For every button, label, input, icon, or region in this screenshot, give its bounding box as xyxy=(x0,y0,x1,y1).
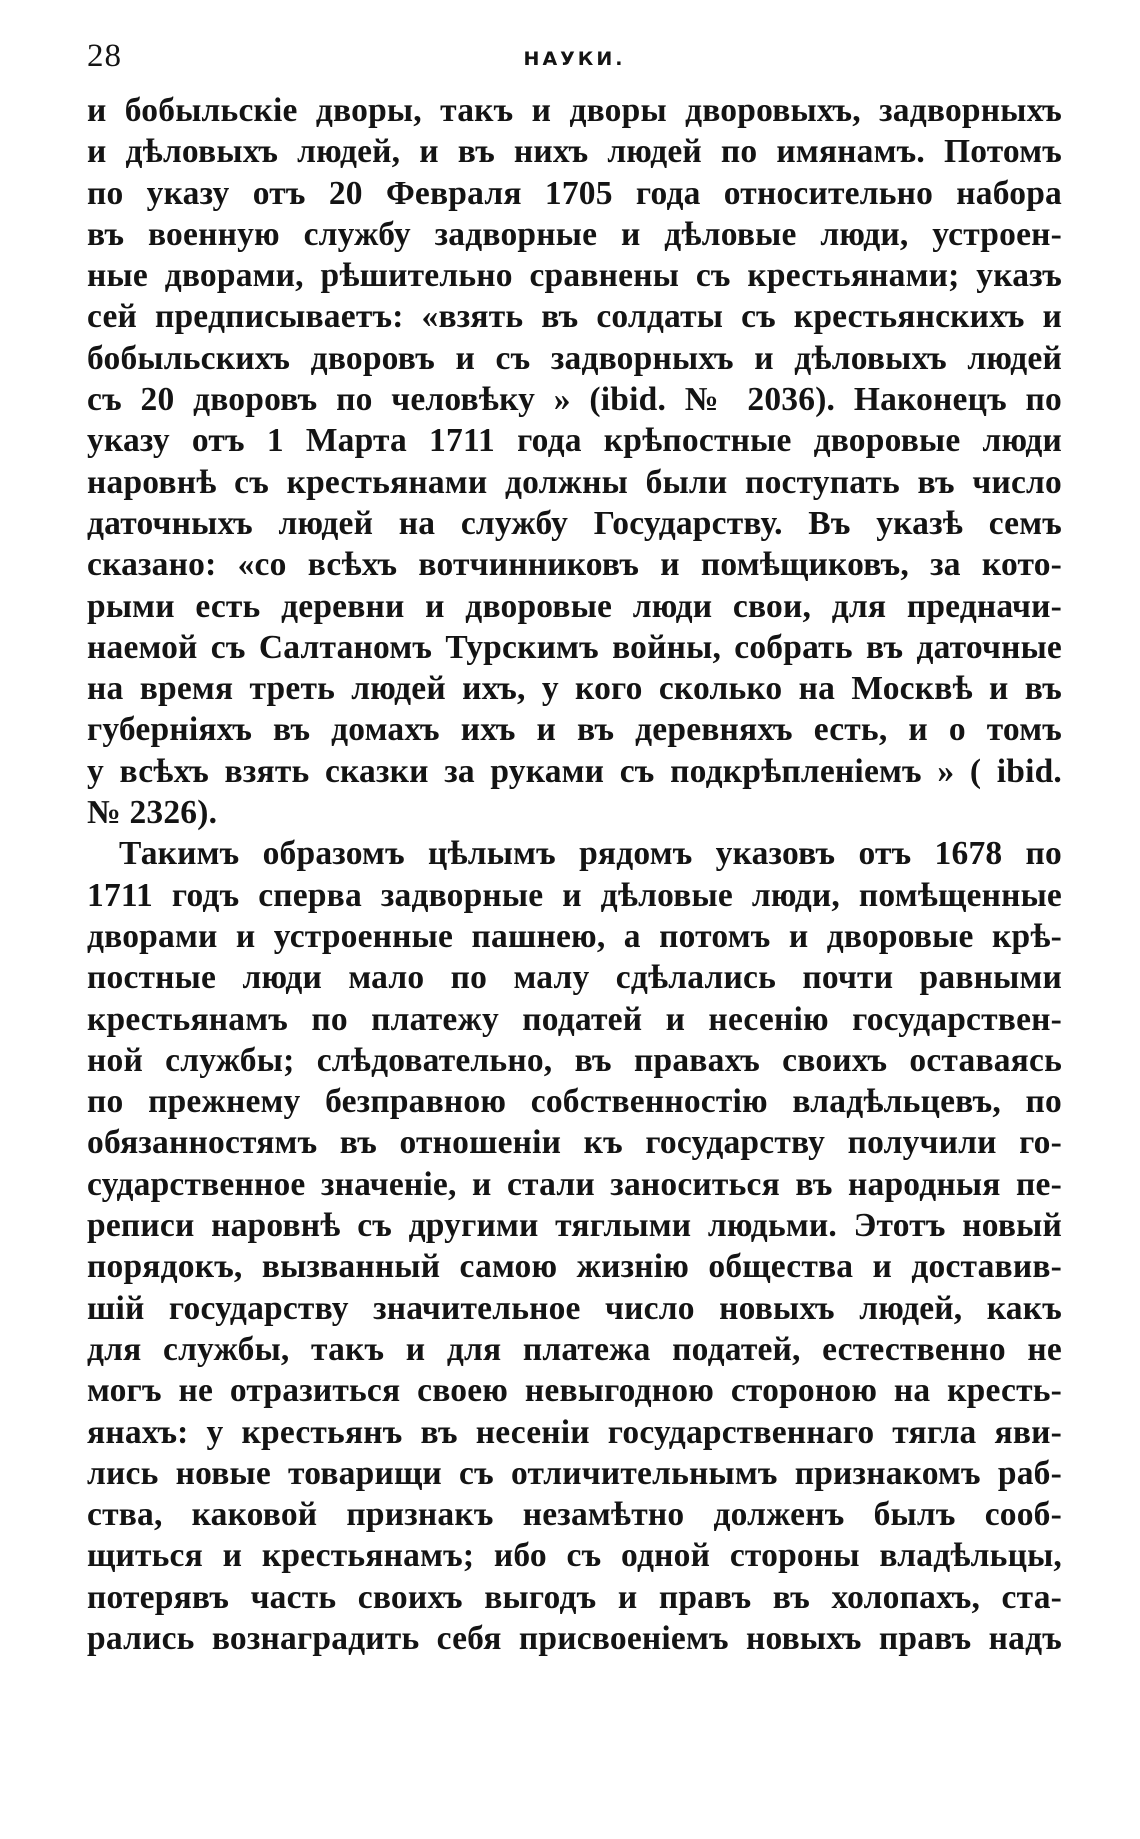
text-line: ные дворами, рѣшительно сравнены съ крестьянами; указъ xyxy=(87,257,1062,295)
text-line: янахъ: у крестьянъ въ несеніи государственнаго тягла яви- xyxy=(87,1413,1062,1451)
text-line: сей предписываетъ: «взять въ солдаты съ крестьянскихъ и xyxy=(87,298,1062,336)
body-text xyxy=(87,90,1062,1659)
text-line: обязанностямъ въ отношеніи къ государству получили го- xyxy=(87,1124,1062,1162)
text-line: бобыльскихъ дворовъ и съ задворныхъ и дѣловыхъ людей xyxy=(87,339,1062,377)
book-page xyxy=(87,38,1062,1659)
text-line: наемой съ Салтаномъ Турскимъ войны, собрать въ даточные xyxy=(87,628,1062,666)
text-line: по указу отъ 20 Февраля 1705 года относительно набора xyxy=(87,174,1062,212)
text-line: для службы, такъ и для платежа податей, естественно не xyxy=(87,1330,1062,1368)
text-line: крестьянамъ по платежу податей и несенію государствен- xyxy=(87,1000,1062,1038)
text-line: могъ не отразиться своею невыгодною стороною на кресть- xyxy=(87,1372,1062,1410)
text-line: реписи наровнѣ съ другими тяглыми людьми. Этотъ новый xyxy=(87,1207,1062,1245)
text-line: лись новые товарищи съ отличительнымъ признакомъ раб- xyxy=(87,1454,1062,1492)
text-line: рыми есть деревни и дворовые люди свои, для предначи- xyxy=(87,587,1062,625)
section-title: НАУКИ. xyxy=(523,48,626,70)
text-line: шій государству значительное число новыхъ людей, какъ xyxy=(87,1289,1062,1327)
text-line: ной службы; слѣдовательно, въ правахъ своихъ оставаясь xyxy=(87,1041,1062,1079)
text-line: ства, каковой признакъ незамѣтно долженъ былъ сооб- xyxy=(87,1496,1062,1534)
text-line: порядокъ, вызванный самою жизнію общества и доставив- xyxy=(87,1248,1062,1286)
text-line: щиться и крестьянамъ; ибо съ одной стороны владѣльцы, xyxy=(87,1537,1062,1575)
text-line: сказано: «со всѣхъ вотчинниковъ и помѣщиковъ, за кото- xyxy=(87,546,1062,584)
text-line: съ 20 дворовъ по человѣку » (ibid. № 2036). Наконецъ по xyxy=(87,381,1062,419)
text-line: въ военную службу задворные и дѣловые люди, устроен- xyxy=(87,215,1062,253)
text-line: указу отъ 1 Марта 1711 года крѣпостные дворовые люди xyxy=(87,422,1062,460)
text-line: и бобыльскіе дворы, такъ и дворы дворовыхъ, задворныхъ xyxy=(87,92,1062,129)
paragraph-2 xyxy=(87,833,1062,1659)
text-line: сударственное значеніе, и стали заноситься въ народныя пе- xyxy=(87,1165,1062,1203)
text-line: 1711 годъ сперва задворные и дѣловые люди, помѣщенные xyxy=(87,876,1062,914)
text-line: у всѣхъ взять сказки за руками съ подкрѣпленіемъ » ( ibid. xyxy=(87,752,1062,790)
text-line: постные люди мало по малу сдѣлались почти равными xyxy=(87,959,1062,997)
running-head xyxy=(87,38,1062,84)
text-line: наровнѣ съ крестьянами должны были поступать въ число xyxy=(87,463,1062,501)
text-line: губерніяхъ въ домахъ ихъ и въ деревняхъ есть, и о томъ xyxy=(87,711,1062,749)
text-line: на время треть людей ихъ, у кого сколько на Москвѣ и въ xyxy=(87,670,1062,708)
text-line: по прежнему безправною собственностію владѣльцевъ, по xyxy=(87,1083,1062,1121)
text-line: Такимъ образомъ цѣлымъ рядомъ указовъ отъ 1678 по xyxy=(119,835,1062,873)
text-line: и дѣловыхъ людей, и въ нихъ людей по имянамъ. Потомъ xyxy=(87,133,1062,171)
text-line: потерявъ часть своихъ выгодъ и правъ въ холопахъ, ста- xyxy=(87,1578,1062,1616)
page-number: 28 xyxy=(87,38,122,74)
text-line: даточныхъ людей на службу Государству. Въ указѣ семъ xyxy=(87,504,1062,542)
paragraph-1 xyxy=(87,90,1062,833)
text-line: № 2326). xyxy=(87,794,218,832)
text-line: рались вознаградить себя присвоеніемъ новыхъ правъ надъ xyxy=(87,1619,1062,1657)
text-line: дворами и устроенные пашнею, а потомъ и дворовые крѣ- xyxy=(87,917,1062,955)
